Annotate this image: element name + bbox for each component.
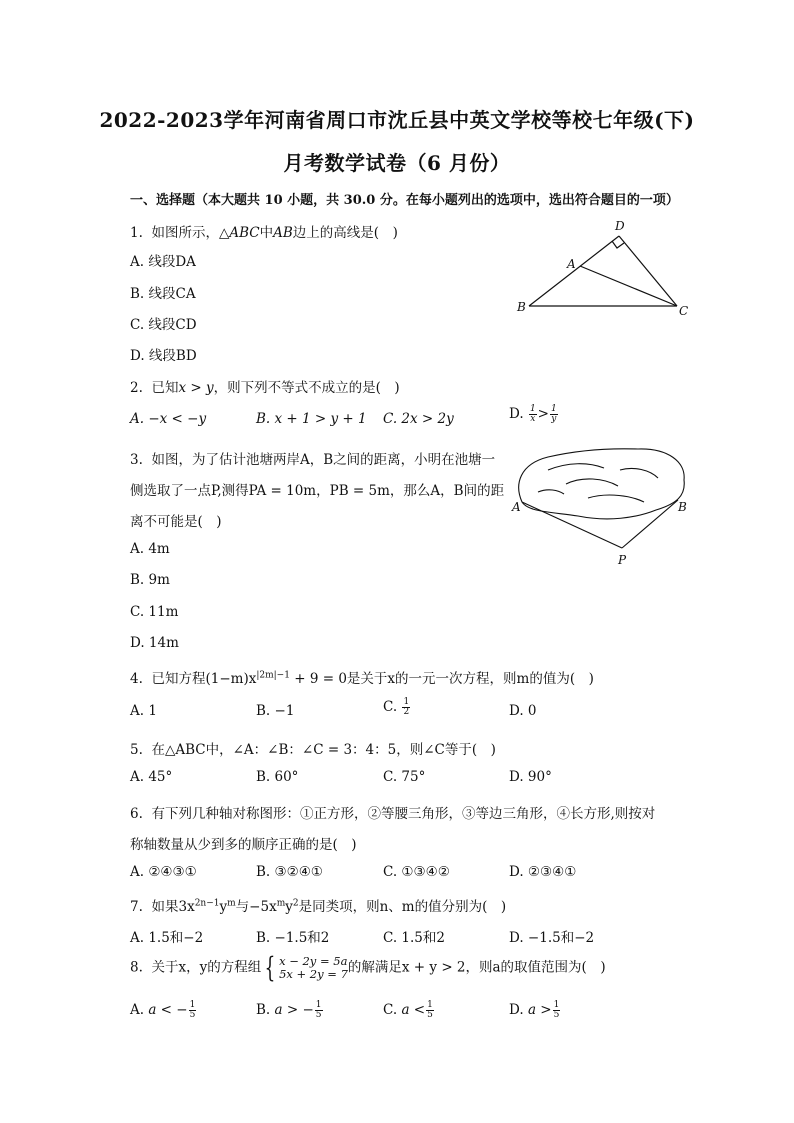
q2-option-b[interactable]: B. x + 1 > y + 1 [256, 411, 367, 427]
page-title-line-1: 2022-2023学年河南省周口市沈丘县中英文学校等校七年级(下) [99, 108, 695, 132]
label-a: A [567, 257, 576, 271]
q3-option-d[interactable]: D. 14m [130, 635, 179, 651]
q3-option-b[interactable]: B. 9m [130, 572, 170, 588]
q3-pond-figure [508, 440, 694, 570]
q6-option-b[interactable]: B. ③②④① [256, 864, 323, 880]
q8-option-a[interactable]: A. a < − $\frac{1}{5}$ [130, 1000, 196, 1020]
q7-option-c[interactable]: C. 1.5和2 [383, 930, 445, 946]
q2-option-a[interactable]: A. −x < −y [130, 411, 207, 427]
label-b: B [517, 300, 526, 314]
pond-ripple [566, 479, 618, 486]
section-heading: 一、选择题（本大题共 10 小题，共 30.0 分。在每小题列出的选项中，选出符合题目的一项） [130, 193, 679, 208]
label-a: A [512, 500, 521, 514]
label-c: C [679, 304, 689, 318]
segment-ac [580, 266, 677, 306]
q4-option-c[interactable]: C. $\frac{1}{2}$ [383, 697, 410, 717]
question-number: 1. [130, 225, 143, 241]
question-8-stem: 8. 关于x，y的方程组 { x − 2y = 5a 5x + 2y = 7 的解满足x + y > 2，则a的取值范围为( ) [130, 951, 606, 984]
brace: { [264, 951, 276, 984]
question-7-stem: 7. 如果$3x^{2n-1}y^m$与$-5x^my^2$是同类项，则n、m的值分别为( ) [130, 898, 507, 915]
page-title-line-2: 月考数学试卷（6 月份） [283, 151, 511, 175]
question-2-stem: 2. 已知x > y，则下列不等式不成立的是( ) [130, 380, 400, 396]
q2-option-c[interactable]: C. 2x > 2y [383, 411, 454, 427]
q5-option-d[interactable]: D. 90° [509, 769, 552, 785]
q4-option-d[interactable]: D. 0 [509, 703, 537, 719]
pond-ripple [548, 464, 604, 470]
q8-option-c[interactable]: C. a < $\frac{1}{5}$ [383, 1000, 433, 1020]
pond-ripple [538, 490, 564, 494]
q1-option-d[interactable]: D. 线段BD [130, 348, 197, 364]
q7-option-a[interactable]: A. 1.5和−2 [130, 930, 204, 946]
label-p: P [618, 553, 627, 567]
q6-option-c[interactable]: C. ①③④② [383, 864, 450, 880]
segment-pb [622, 500, 678, 548]
q4-option-a[interactable]: A. 1 [130, 703, 157, 719]
label-b: B [678, 500, 687, 514]
q1-option-a[interactable]: A. 线段DA [130, 254, 196, 270]
question-4-stem: 4. 已知方程$(1-m)x^{|2m|-1} + 9 = 0$是关于x的一元一次方程，则m的值为( ) [130, 670, 594, 687]
label-d: D [615, 219, 625, 233]
q7-option-b[interactable]: B. −1.5和2 [256, 930, 330, 946]
q3-option-a[interactable]: A. 4m [130, 541, 170, 557]
q4-option-b[interactable]: B. −1 [256, 703, 295, 719]
q6-option-d[interactable]: D. ②③④① [509, 864, 577, 880]
equation-system: x − 2y = 5a 5x + 2y = 7 [279, 954, 348, 981]
question-1-stem: 1. 如图所示，△ABC中AB边上的高线是( ) [130, 225, 398, 241]
q5-option-a[interactable]: A. 45° [130, 769, 173, 785]
q7-option-d[interactable]: D. −1.5和−2 [509, 930, 595, 946]
question-3-line-3: 离不可能是( ) [130, 514, 222, 530]
segment-bd [529, 236, 619, 306]
question-6-line-1: 6. 有下列几种轴对称图形：①正方形，②等腰三角形，③等边三角形，④长方形,则按对 [130, 806, 656, 822]
q1-option-b[interactable]: B. 线段CA [130, 286, 196, 302]
segment-pa [522, 502, 622, 548]
q3-option-c[interactable]: C. 11m [130, 604, 179, 620]
question-6-line-2: 称轴数量从少到多的顺序正确的是( ) [130, 837, 357, 853]
q6-option-a[interactable]: A. ②④③① [130, 864, 197, 880]
q2-option-d[interactable]: D. $\frac{1}{x}$ > $\frac{1}{y}$ [509, 404, 557, 424]
pond-outline [519, 449, 685, 519]
q5-option-b[interactable]: B. 60° [256, 769, 299, 785]
q8-option-b[interactable]: B. a > − $\frac{1}{5}$ [256, 1000, 322, 1020]
q8-option-d[interactable]: D. a > $\frac{1}{5}$ [509, 1000, 560, 1020]
pond-ripple [588, 495, 644, 502]
pond-ripple [620, 468, 658, 478]
q1-triangle-figure [505, 215, 705, 325]
q5-option-c[interactable]: C. 75° [383, 769, 426, 785]
right-angle-mark [612, 241, 624, 248]
q1-option-c[interactable]: C. 线段CD [130, 317, 197, 333]
question-3-line-2: 侧选取了一点P,测得PA = 10m，PB = 5m，那么A，B间的距 [130, 483, 505, 499]
segment-dc [619, 236, 677, 306]
question-3-line-1: 3. 如图，为了估计池塘两岸A，B之间的距离，小明在池塘一 [130, 452, 496, 468]
question-5-stem: 5. 在△ABC中，∠A：∠B：∠C = 3：4：5，则∠C等于( ) [130, 742, 496, 758]
